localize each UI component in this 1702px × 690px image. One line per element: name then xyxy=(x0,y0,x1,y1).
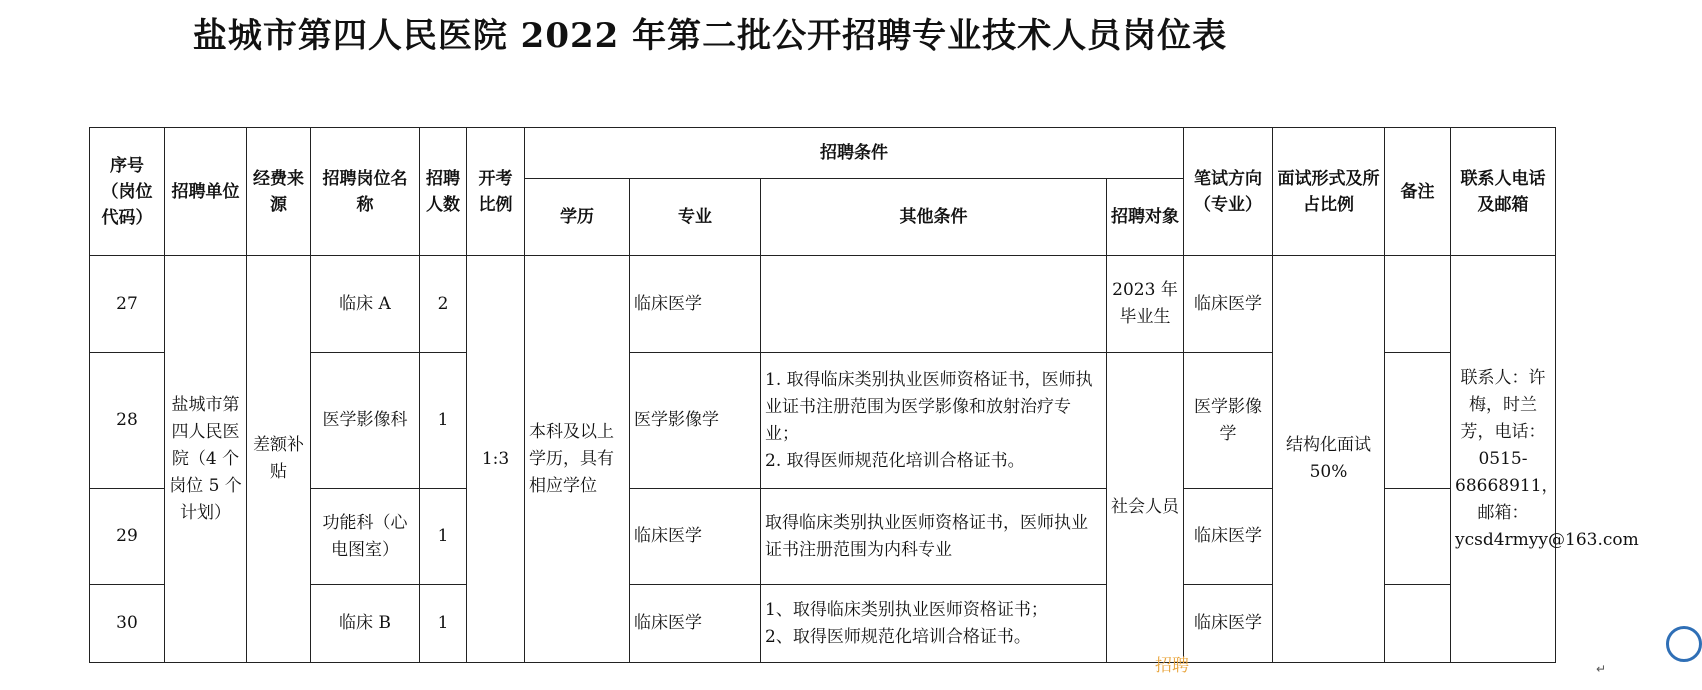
header-education: 学历 xyxy=(525,179,630,256)
position-cell: 医学影像科 xyxy=(311,353,420,489)
header-ratio: 开考比例 xyxy=(467,128,525,256)
header-funding: 经费来源 xyxy=(247,128,311,256)
header-interview: 面试形式及所占比例 xyxy=(1273,128,1385,256)
position-cell: 功能科（心电图室） xyxy=(311,489,420,585)
header-other: 其他条件 xyxy=(761,179,1107,256)
education-cell: 本科及以上学历，具有相应学位 xyxy=(525,256,630,663)
ratio-cell: 1:3 xyxy=(467,256,525,663)
remark-cell xyxy=(1385,353,1451,489)
other-cell xyxy=(761,256,1107,353)
header-remark: 备注 xyxy=(1385,128,1451,256)
major-cell: 医学影像学 xyxy=(630,353,761,489)
position-cell: 临床 B xyxy=(311,585,420,663)
exam-cell: 临床医学 xyxy=(1184,489,1273,585)
count-cell: 1 xyxy=(420,489,467,585)
header-position: 招聘岗位名称 xyxy=(311,128,420,256)
other-cell: 1、取得临床类别执业医师资格证书； 2、取得医师规范化培训合格证书。 xyxy=(761,585,1107,663)
header-unit: 招聘单位 xyxy=(165,128,247,256)
funding-cell: 差额补贴 xyxy=(247,256,311,663)
table-row xyxy=(90,256,1556,353)
header-count: 招聘人数 xyxy=(420,128,467,256)
remark-cell xyxy=(1385,489,1451,585)
count-cell: 2 xyxy=(420,256,467,353)
watermark-text: 招聘 xyxy=(1155,656,1189,676)
exam-cell: 医学影像学 xyxy=(1184,353,1273,489)
major-cell: 临床医学 xyxy=(630,585,761,663)
seq-cell: 27 xyxy=(90,256,165,353)
header-seq: 序号（岗位代码） xyxy=(90,128,165,256)
seq-cell: 30 xyxy=(90,585,165,663)
header-contact: 联系人电话及邮箱 xyxy=(1451,128,1556,256)
seq-cell: 28 xyxy=(90,353,165,489)
header-exam: 笔试方向（专业） xyxy=(1184,128,1273,256)
header-major: 专业 xyxy=(630,179,761,256)
paragraph-mark-icon: ↵ xyxy=(1596,662,1607,676)
unit-cell: 盐城市第四人民医院（4 个岗位 5 个计划） xyxy=(165,256,247,663)
page-title: 盐城市第四人民医院 2022 年第二批公开招聘专业技术人员岗位表 xyxy=(192,16,1228,56)
header-target: 招聘对象 xyxy=(1107,179,1184,256)
seq-cell: 29 xyxy=(90,489,165,585)
target-cell: 2023 年毕业生 xyxy=(1107,256,1184,353)
target-cell: 社会人员 xyxy=(1107,353,1184,663)
floating-circle-button[interactable] xyxy=(1666,626,1702,662)
major-cell: 临床医学 xyxy=(630,256,761,353)
position-cell: 临床 A xyxy=(311,256,420,353)
other-cell: 1. 取得临床类别执业医师资格证书，医师执业证书注册范围为医学影像和放射治疗专业； 2. 取得医师规范化培训合格证书。 xyxy=(761,353,1107,489)
count-cell: 1 xyxy=(420,353,467,489)
major-cell: 临床医学 xyxy=(630,489,761,585)
header-conditions: 招聘条件 xyxy=(525,128,1184,179)
interview-cell: 结构化面试 50% xyxy=(1273,256,1385,663)
contact-cell: 联系人：许梅，时兰芳，电话：0515-68668911，邮箱：ycsd4rmyy@163.com xyxy=(1451,256,1556,663)
other-cell: 取得临床类别执业医师资格证书，医师执业证书注册范围为内科专业 xyxy=(761,489,1107,585)
count-cell: 1 xyxy=(420,585,467,663)
position-table xyxy=(89,127,1639,663)
exam-cell: 临床医学 xyxy=(1184,256,1273,353)
remark-cell xyxy=(1385,256,1451,353)
remark-cell xyxy=(1385,585,1451,663)
exam-cell: 临床医学 xyxy=(1184,585,1273,663)
